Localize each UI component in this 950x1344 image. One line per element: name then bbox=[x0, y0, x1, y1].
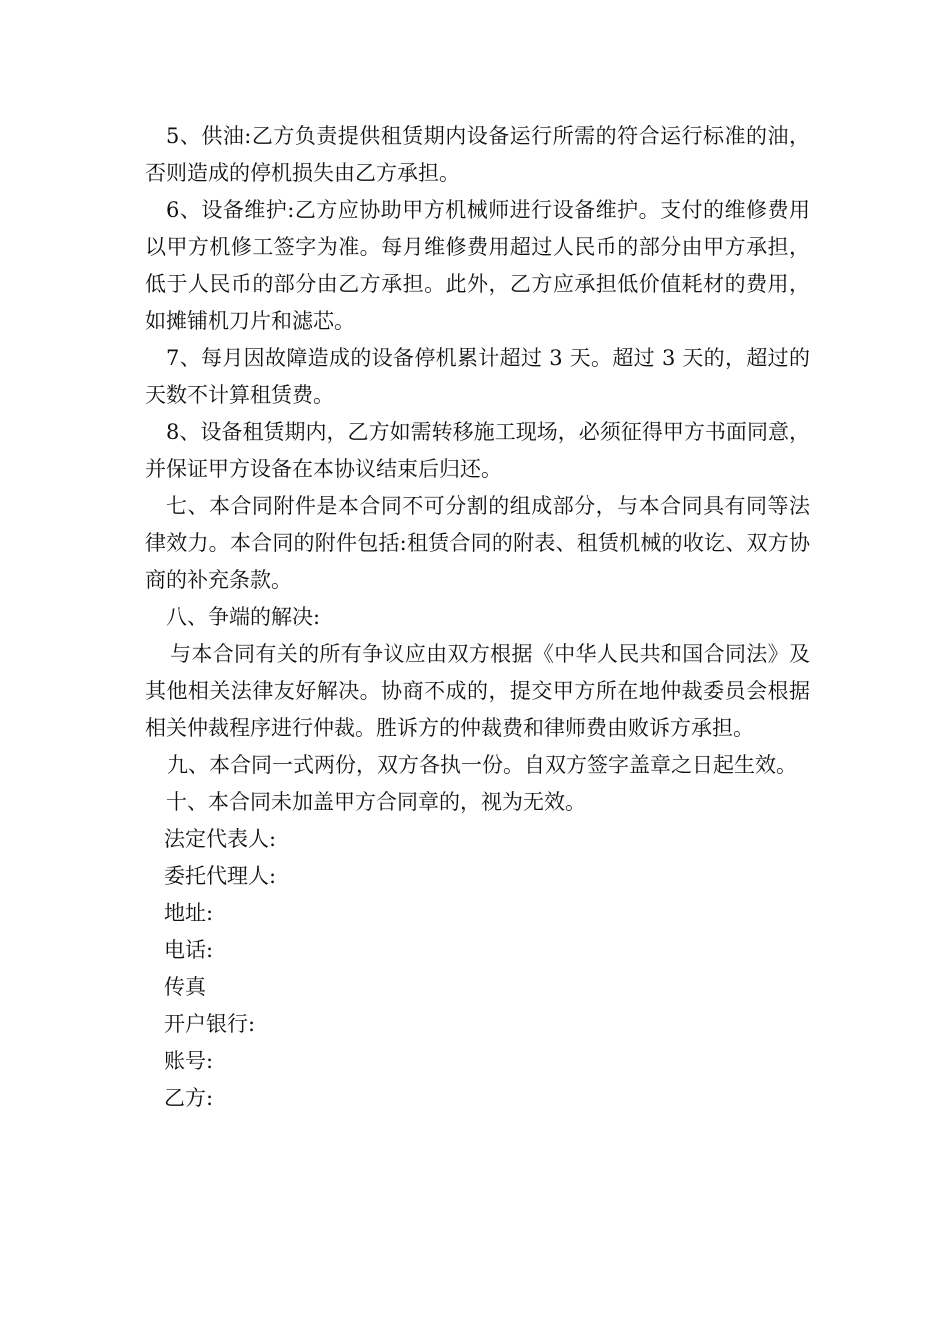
field-party-b: 乙方: bbox=[164, 1086, 214, 1110]
article-copies: 九、本合同一式两份，双方各执一份。自双方签字盖章之日起生效。 bbox=[167, 753, 797, 777]
clause-site-transfer: 8、设备租赁期内，乙方如需转移施工现场，必须征得甲方书面同意，并保证甲方设备在本协议结束后归还。 bbox=[145, 420, 810, 481]
field-phone: 电话: bbox=[164, 938, 214, 962]
clause-fuel-supply: 5、供油:乙方负责提供租赁期内设备运行所需的符合运行标准的油，否则造成的停机损失由乙方承担。 bbox=[145, 124, 810, 185]
article-dispute-text: 与本合同有关的所有争议应由双方根据《中华人民共和国合同法》及其他相关法律友好解决。协商不成的，提交甲方所在地仲裁委员会根据相关仲裁程序进行仲裁。胜诉方的仲裁费和律师费由败诉方承担。 bbox=[145, 642, 810, 740]
field-authorized-agent: 委托代理人: bbox=[164, 864, 277, 888]
article-dispute-heading: 八、争端的解决: bbox=[166, 605, 321, 629]
clause-equipment-maintenance: 6、设备维护:乙方应协助甲方机械师进行设备维护。支付的维修费用以甲方机修工签字为准。每月维修费用超过人民币的部分由甲方承担，低于人民币的部分由乙方承担。此外，乙方应承担低价值耗材的费用，如摊铺机刀片和滤芯。 bbox=[145, 198, 810, 333]
article-attachments: 七、本合同附件是本合同不可分割的组成部分，与本合同具有同等法律效力。本合同的附件包括:租赁合同的附表、租赁机械的收讫、双方协商的补充条款。 bbox=[145, 494, 810, 592]
field-fax: 传真 bbox=[164, 975, 206, 999]
contract-body bbox=[145, 118, 810, 1117]
field-legal-representative: 法定代表人: bbox=[164, 827, 277, 851]
clause-downtime: 7、每月因故障造成的设备停机累计超过 3 天。超过 3 天的，超过的天数不计算租赁费。 bbox=[145, 346, 810, 407]
field-account: 账号: bbox=[164, 1049, 214, 1073]
field-bank: 开户银行: bbox=[164, 1012, 256, 1036]
field-address: 地址: bbox=[164, 901, 214, 925]
article-seal-validity: 十、本合同未加盖甲方合同章的，视为无效。 bbox=[166, 790, 586, 814]
